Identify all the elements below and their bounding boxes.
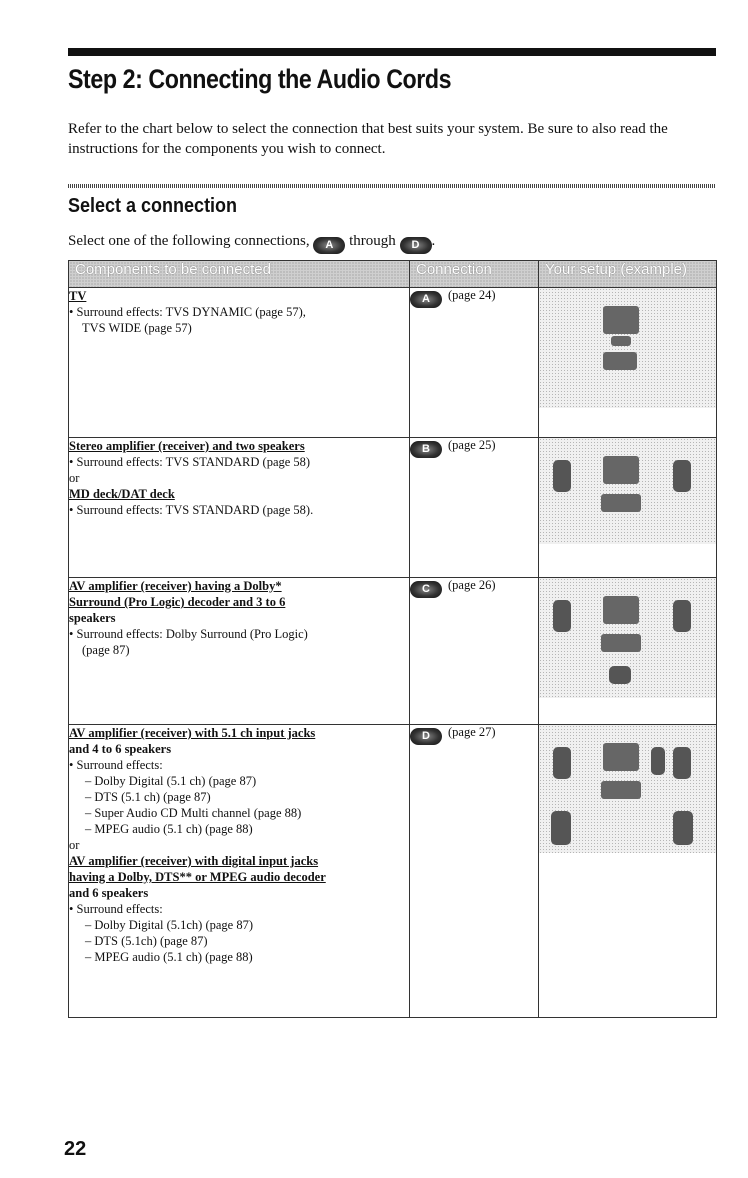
component-line: or (69, 838, 80, 852)
setup-illustration (539, 725, 716, 853)
setup-cell (539, 438, 717, 578)
rear-speaker-icon (551, 811, 571, 845)
header-components: Components to be connected (69, 261, 410, 288)
table-row (69, 578, 717, 725)
section-intro-through: through (349, 233, 396, 249)
component-line: AV amplifier (receiver) with 5.1 ch input jacks (69, 726, 316, 740)
component-line: • Surround effects: Dolby Surround (Pro Logic) (69, 627, 308, 641)
top-rule (68, 48, 716, 56)
component-line: AV amplifier (receiver) having a Dolby* (69, 579, 282, 593)
page-title: Step 2: Connecting the Audio Cords (68, 64, 452, 94)
rear-speaker-icon (673, 811, 693, 845)
component-line: or (69, 471, 80, 485)
section-divider (68, 184, 716, 188)
center-speaker-icon (609, 666, 631, 684)
connection-badge-icon: A (410, 291, 442, 308)
component-line: • Surround effects: (69, 758, 163, 772)
connection-cell (410, 578, 539, 725)
component-line: • Surround effects: TVS STANDARD (page 58). (69, 503, 314, 517)
speaker-icon (553, 460, 571, 492)
amplifier-icon (603, 352, 637, 370)
amplifier-icon (601, 634, 641, 652)
section-intro-period: . (431, 233, 436, 249)
component-line: • Surround effects: TVS DYNAMIC (page 57), (69, 305, 306, 319)
connection-badge-icon: B (410, 441, 442, 458)
header-connection: Connection (410, 261, 539, 288)
tv-stand-icon (611, 336, 631, 346)
component-line: and 6 speakers (69, 886, 149, 900)
section-intro-text: Select one of the following connections, (68, 233, 310, 249)
component-line: and 4 to 6 speakers (69, 742, 172, 756)
speaker-icon (553, 600, 571, 632)
component-line: speakers (69, 611, 116, 625)
speaker-icon (673, 600, 691, 632)
component-line: – Dolby Digital (5.1 ch) (page 87) (85, 774, 257, 788)
component-line: – DTS (5.1ch) (page 87) (85, 934, 208, 948)
component-line: Surround (Pro Logic) decoder and 3 to 6 (69, 595, 286, 609)
connection-page-ref: (page 26) (448, 578, 496, 592)
connection-badge-icon: D (410, 728, 442, 745)
component-line: TVS WIDE (page 57) (82, 321, 192, 335)
connection-cell (410, 288, 539, 438)
setup-illustration (539, 288, 716, 408)
component-line: – Super Audio CD Multi channel (page 88) (85, 806, 302, 820)
connection-table (68, 260, 717, 1018)
amplifier-icon (601, 781, 641, 799)
speaker-icon (673, 460, 691, 492)
table-row (69, 725, 717, 1018)
components-cell (69, 438, 410, 578)
amplifier-icon (601, 494, 641, 512)
speaker-icon (651, 747, 665, 775)
connection-page-ref: (page 24) (448, 288, 496, 302)
component-line: • Surround effects: TVS STANDARD (page 58) (69, 455, 311, 469)
page-number: 22 (64, 1138, 87, 1160)
setup-cell (539, 578, 717, 725)
section-intro (68, 231, 435, 254)
components-cell (69, 288, 410, 438)
tv-icon (603, 596, 639, 624)
speaker-icon (673, 747, 691, 779)
tv-icon (603, 456, 639, 484)
tv-icon (603, 743, 639, 771)
component-line: – MPEG audio (5.1 ch) (page 88) (85, 950, 253, 964)
section-title: Select a connection (68, 195, 238, 217)
component-line: MD deck/DAT deck (69, 487, 175, 501)
connection-cell (410, 438, 539, 578)
connection-d-badge-icon: D (400, 237, 432, 254)
table-header-row (69, 261, 717, 288)
components-cell (69, 578, 410, 725)
connection-page-ref: (page 25) (448, 438, 496, 452)
component-line: TV (69, 289, 87, 303)
component-line: – Dolby Digital (5.1ch) (page 87) (85, 918, 254, 932)
table-row (69, 288, 717, 438)
connection-a-badge-icon: A (313, 237, 345, 254)
intro-paragraph: Refer to the chart below to select the connection that best suits your system. Be sure to also read the instructions for the components you wish to connect. (68, 121, 668, 157)
component-line: – DTS (5.1 ch) (page 87) (85, 790, 211, 804)
table-row (69, 438, 717, 578)
setup-illustration (539, 438, 716, 544)
connection-cell (410, 725, 539, 1018)
component-line: having a Dolby, DTS** or MPEG audio decoder (69, 870, 326, 884)
setup-illustration (539, 578, 716, 698)
connection-page-ref: (page 27) (448, 725, 496, 739)
speaker-icon (553, 747, 571, 779)
setup-cell (539, 288, 717, 438)
component-line: AV amplifier (receiver) with digital input jacks (69, 854, 319, 868)
component-line: Stereo amplifier (receiver) and two speakers (69, 439, 305, 453)
connection-badge-icon: C (410, 581, 442, 598)
header-setup: Your setup (example) (539, 261, 717, 288)
components-cell (69, 725, 410, 1018)
tv-icon (603, 306, 639, 334)
component-line: • Surround effects: (69, 902, 163, 916)
component-line: – MPEG audio (5.1 ch) (page 88) (85, 822, 253, 836)
setup-cell (539, 725, 717, 1018)
component-line: (page 87) (82, 643, 130, 657)
